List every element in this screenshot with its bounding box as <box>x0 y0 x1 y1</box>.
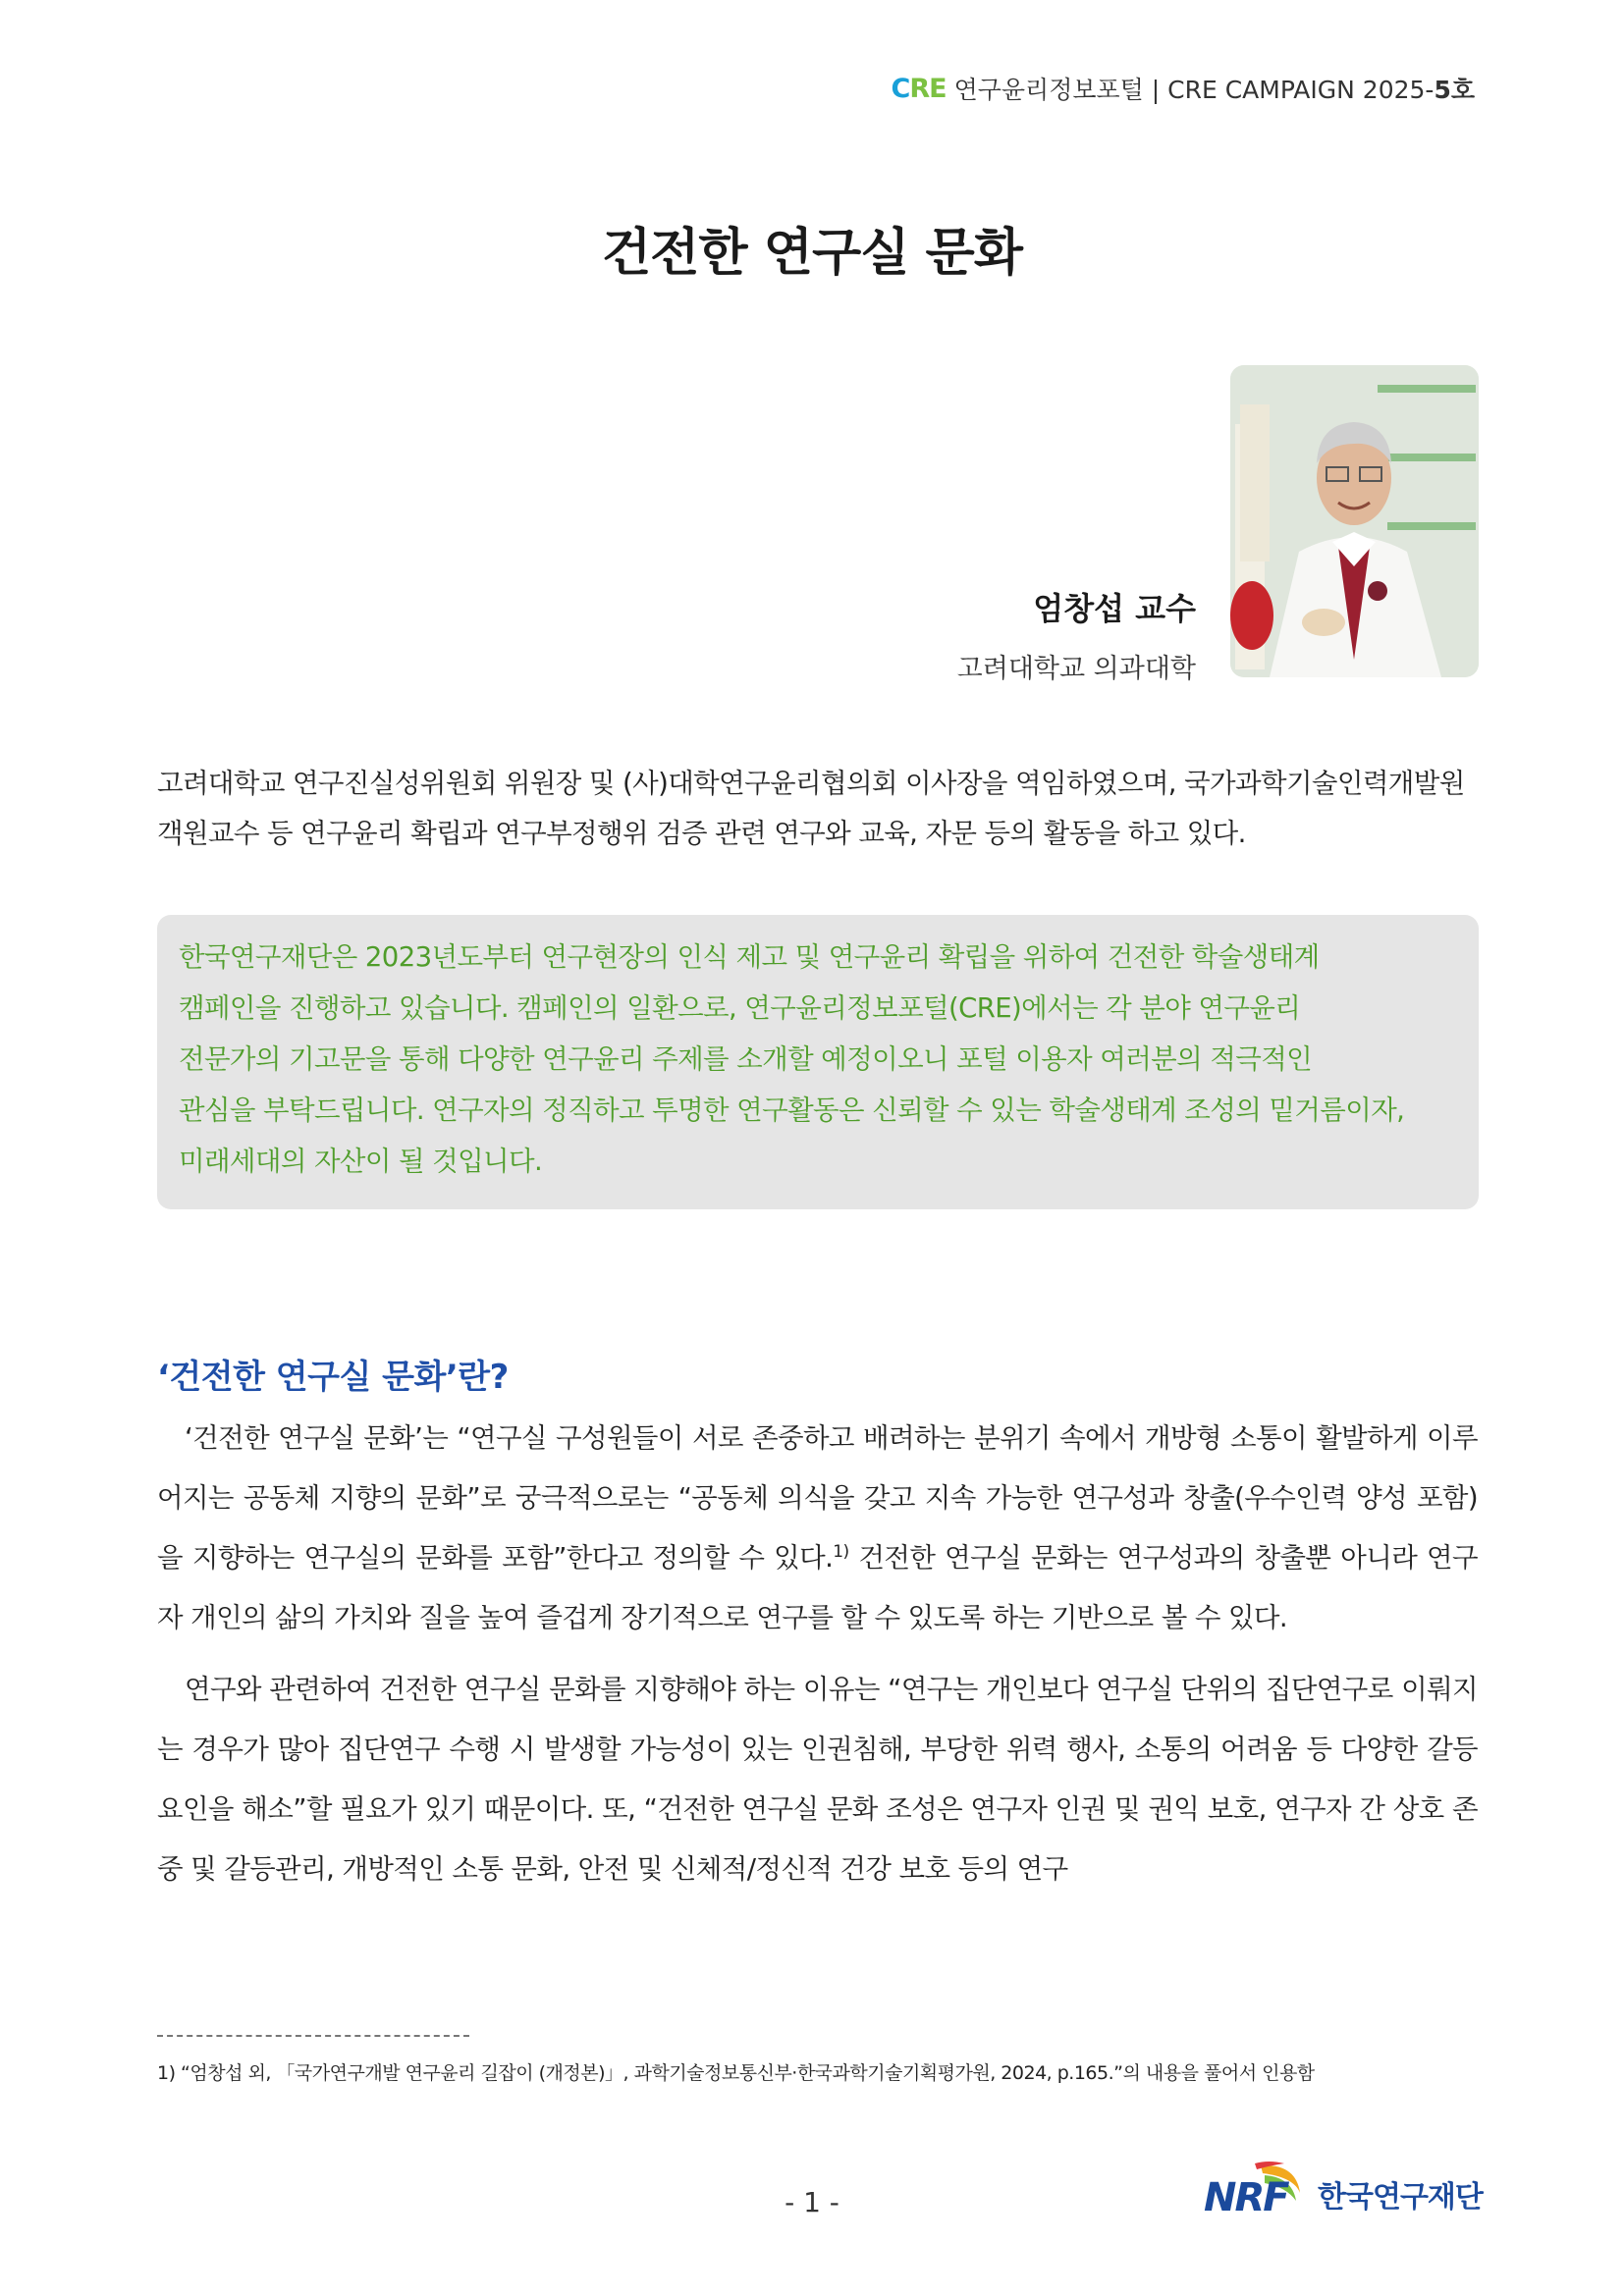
page-number: - 1 - <box>785 2186 839 2218</box>
author-photo <box>1230 365 1479 677</box>
paragraph: ‘건전한 연구실 문화’는 “연구실 구성원들이 서로 존중하고 배려하는 분위기 속에서 개방형 소통이 활발하게 이루어지는 공동체 지향의 문화”로 궁극적으로는 “공동체 의식을 갖고 지속 가능한 연구성과 창출(우수인력 양성 포함)을 지향하는 연구실의 문화를 포함”한다고 정의할 수 있다.$^{1)}$ 건전한 연구실 문화는 연구성과의 창출뿐 아니라 연구자 개인의 삶의 가치와 질을 높여 즐겁게 장기적으로 연구를 할 수 있도록 하는 기반으로 볼 수 있다. <box>157 1422 1478 1633</box>
footnote: 1) “엄창섭 외, 「국가연구개발 연구윤리 길잡이 (개정본)」, 과학기술정보통신부·한국과학기술기획평가원, 2024, p.165.”의 내용을 풀어서 인용함 <box>157 2062 1315 2084</box>
campaign-line: 한국연구재단은 2023년도부터 연구현장의 인식 제고 및 연구윤리 확립을 위하여 건전한 학술생태계 <box>179 941 1320 973</box>
page-title: 건전한 연구실 문화 <box>601 224 1023 283</box>
article-body <box>157 1409 1478 1911</box>
campaign-line: 미래세대의 자산이 될 것입니다. <box>179 1146 543 1177</box>
header-text: 연구윤리정보포털 | CRE CAMPAIGN 2025-5호 <box>953 76 1475 104</box>
footnote-ref[interactable]: 1) <box>833 1541 849 1562</box>
issue-number: 5호 <box>1434 76 1475 104</box>
author-bio: 고려대학교 연구진실성위원회 위원장 및 (사)대학연구윤리협의회 이사장을 역임하였으며, 국가과학기술인력개발원 객원교수 등 연구윤리 확립과 연구부정행위 검증 관련 연구와 교육, 자문 등의 활동을 하고 있다. <box>157 768 1465 849</box>
campaign-notice-box <box>157 915 1479 1209</box>
cre-logo: CRE <box>891 73 947 104</box>
author-affiliation: 고려대학교 의과대학 <box>956 654 1196 684</box>
author-name: 엄창섭 교수 <box>1033 590 1196 627</box>
nrf-logo <box>1200 2160 1483 2228</box>
nrf-org-name: 한국연구재단 <box>1318 2180 1483 2215</box>
footnote-divider <box>157 2035 469 2037</box>
campaign-line: 전문가의 기고문을 통해 다양한 연구윤리 주제를 소개할 예정이오니 포털 이용자 여러분의 적극적인 <box>179 1043 1313 1075</box>
campaign-line: 관심을 부탁드립니다. 연구자의 정직하고 투명한 연구활동은 신뢰할 수 있는 학술생태계 조성의 밑거름이자, <box>179 1095 1405 1126</box>
author-info <box>957 584 1196 685</box>
section-heading: ‘건전한 연구실 문화’란? <box>157 1358 509 1397</box>
paragraph: 연구와 관련하여 건전한 연구실 문화를 지향해야 하는 이유는 “연구는 개인보다 연구실 단위의 집단연구로 이뤄지는 경우가 많아 집단연구 수행 시 발생할 가능성이 있는 인권침해, 부당한 위력 행사, 소통의 어려움 등 다양한 갈등 요인을 해소”할 필요가 있기 때문이다. 또, “건전한 연구실 문화 조성은 연구자 인권 및 권익 보호, 연구자 간 상호 존중 및 갈등관리, 개방적인 소통 문화, 안전 및 신체적/정신적 건강 보호 등의 연구 <box>157 1674 1478 1885</box>
campaign-line: 캠페인을 진행하고 있습니다. 캠페인의 일환으로, 연구윤리정보포털(CRE)에서는 각 분야 연구윤리 <box>179 992 1301 1024</box>
page-header <box>892 71 1475 106</box>
nrf-mark: NRF <box>1200 2160 1308 2228</box>
